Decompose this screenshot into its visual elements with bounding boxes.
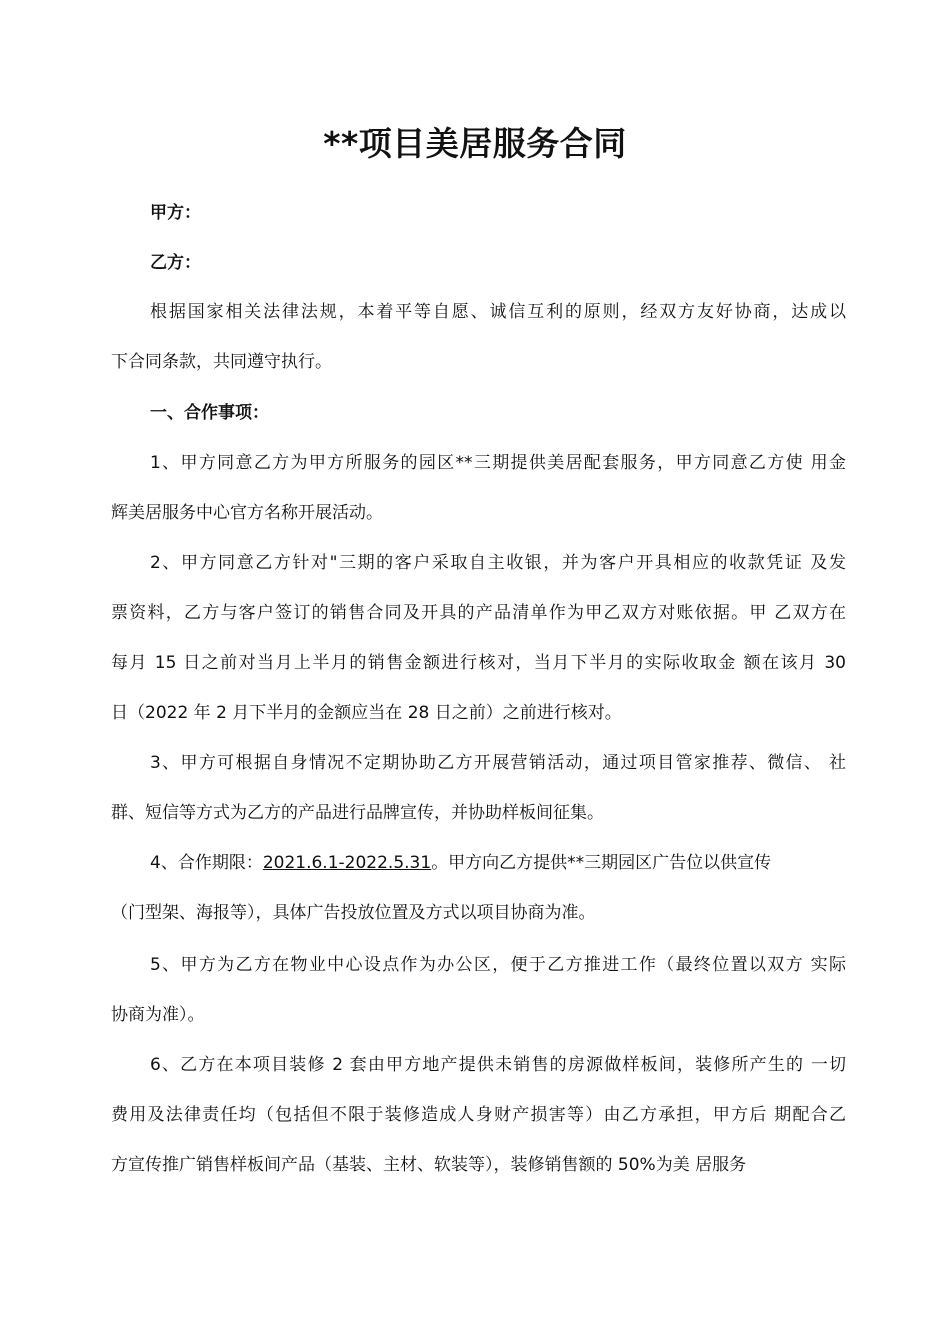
clause-6-line-2: 费用及法律责任均（包括但不限于装修造成人身财产损害等）由乙方承担，甲方后 期配合乙 <box>111 1105 846 1125</box>
contract-period: 2021.6.1-2022.5.31 <box>262 853 432 873</box>
clause-2-line-3: 每月 15 日之前对当月上半月的销售金额进行核对，当月下半月的实际收取金 额在该月 30 <box>111 653 846 673</box>
clause-1-line-2: 辉美居服务中心官方名称开展活动。 <box>111 503 383 523</box>
document-title: **项目美居服务合同 <box>323 124 627 163</box>
clause-1-line-1: 1、甲方同意乙方为甲方所服务的园区**三期提供美居配套服务，甲方同意乙方使 用金 <box>150 453 846 473</box>
party-a-label: 甲方： <box>150 203 201 223</box>
intro-line-2: 下合同条款，共同遵守执行。 <box>111 352 332 372</box>
clause-2-line-1: 2、甲方同意乙方针对"三期的客户采取自主收银，并为客户开具相应的收款凭证 及发 <box>150 553 846 573</box>
clause-2-line-4: 日（2022 年 2 月下半月的金额应当在 28 日之前）之前进行核对。 <box>111 703 622 723</box>
clause-5-line-2: 协商为准）。 <box>111 1005 205 1025</box>
clause-4-suffix: 。甲方向乙方提供**三期园区广告位以供宣传 <box>431 853 772 873</box>
clause-4-line-1 <box>150 851 846 875</box>
clause-2-line-2: 票资料，乙方与客户签订的销售合同及开具的产品清单作为甲乙双方对账依据。甲 乙双方在 <box>111 603 846 623</box>
clause-3-line-2: 群、短信等方式为乙方的产品进行品牌宣传，并协助样板间征集。 <box>111 803 604 823</box>
intro-line-1: 根据国家相关法律法规，本着平等自愿、诚信互利的原则，经双方友好协商，达成以 <box>150 302 846 322</box>
clause-3-line-1: 3、甲方可根据自身情况不定期协助乙方开展营销活动，通过项目管家推荐、微信、 社 <box>150 753 846 773</box>
party-b-label: 乙方： <box>150 253 201 273</box>
section-1-heading: 一、合作事项： <box>150 403 269 423</box>
clause-4-prefix: 4、合作期限： <box>150 853 263 873</box>
clause-6-line-3: 方宣传推广销售样板间产品（基装、主材、软装等），装修销售额的 50%为美 居服务 <box>111 1155 747 1175</box>
clause-5-line-1: 5、甲方为乙方在物业中心设点作为办公区，便于乙方推进工作（最终位置以双方 实际 <box>150 955 846 975</box>
clause-6-line-1: 6、乙方在本项目装修 2 套由甲方地产提供未销售的房源做样板间，装修所产生的 一切 <box>150 1055 846 1075</box>
clause-4-line-2: （门型架、海报等），具体广告投放位置及方式以项目协商为准。 <box>111 903 596 923</box>
